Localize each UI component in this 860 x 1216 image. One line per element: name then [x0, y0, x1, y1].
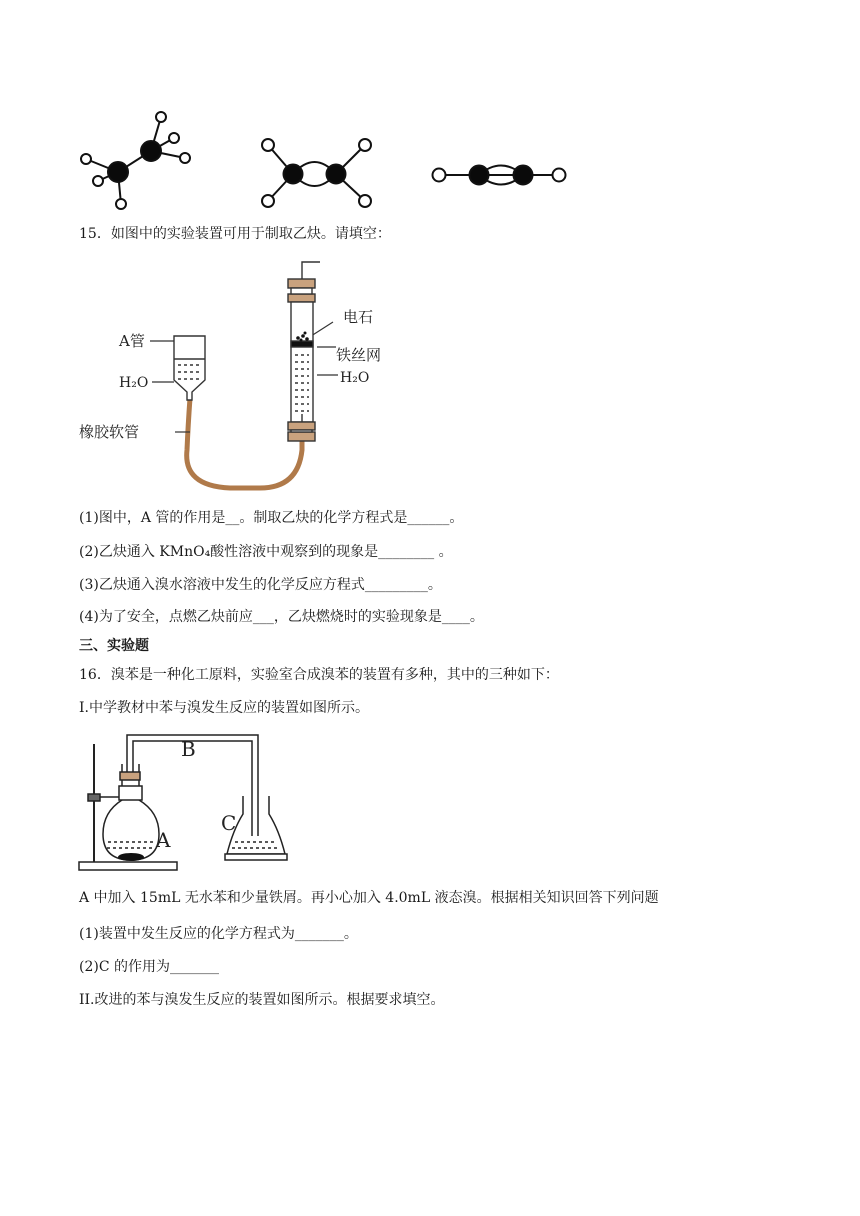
question-16-part-2: II.改进的苯与溴发生反应的装置如图所示。根据要求填空。 — [79, 992, 445, 1008]
rubber-hose — [187, 398, 302, 488]
question-15-sub-4: (4)为了安全，点燃乙炔前应___，乙炔燃烧时的实验现象是____。 — [79, 609, 484, 625]
iron-filings — [118, 853, 144, 861]
question-16-sub-2: (2)C 的作用为_______ — [79, 959, 219, 975]
molecular-models — [70, 100, 590, 220]
question-16-setup: A 中加入 15mL 无水苯和少量铁屑。再小心加入 4.0mL 液态溴。根据相关知识回答下列问题 — [79, 890, 659, 906]
carbide-label: 电石 — [343, 308, 374, 326]
question-15-stem: 15．如图中的实验装置可用于制取乙炔。请填空： — [79, 226, 391, 242]
label-a: A — [156, 828, 171, 852]
hose-label: 橡胶软管 — [79, 423, 140, 441]
question-15-sub-3: (3)乙炔通入溴水溶液中发生的化学反应方程式_________。 — [79, 577, 442, 593]
tube-a — [174, 336, 205, 400]
question-16-sub-1: (1)装置中发生反应的化学方程式为_______。 — [79, 926, 358, 942]
label-b: B — [181, 737, 196, 761]
question-15-sub-1: (1)图中，A 管的作用是__。制取乙炔的化学方程式是______。 — [79, 510, 464, 526]
section-heading: 三、实验题 — [79, 638, 149, 654]
question-15-sub-2: (2)乙炔通入 KMnO₄酸性溶液中观察到的现象是________ 。 — [79, 544, 453, 560]
water-right-label: H₂O — [340, 370, 370, 386]
ethene-model — [262, 139, 371, 207]
mesh-label: 铁丝网 — [336, 346, 382, 364]
ethane-model — [81, 112, 190, 209]
water-left-label: H₂O — [119, 375, 149, 391]
label-c: C — [221, 811, 237, 835]
question-16-stem: 16．溴苯是一种化工原料，实验室合成溴苯的装置有多种，其中的三种如下： — [79, 667, 559, 683]
question-16-part-1: I.中学教材中苯与溴发生反应的装置如图所示。 — [79, 700, 369, 716]
tube-a-label: A管 — [119, 332, 145, 350]
bromobenzene-apparatus-figure — [75, 728, 315, 878]
acetylene-apparatus-figure — [70, 254, 410, 500]
ethyne-model — [433, 166, 566, 185]
reaction-column — [288, 262, 320, 441]
